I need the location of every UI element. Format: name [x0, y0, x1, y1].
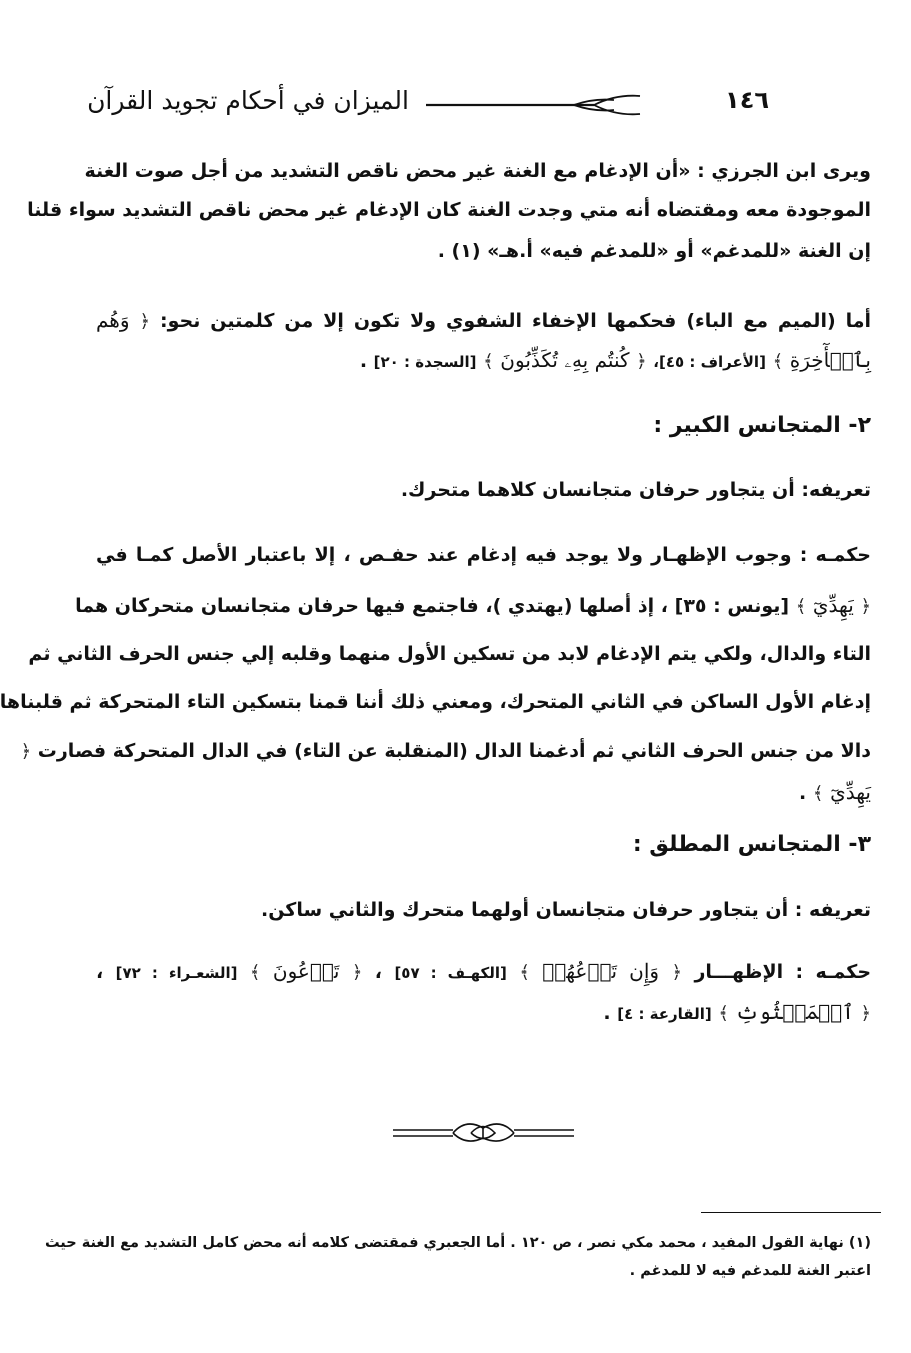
verse-reference: [الأعراف : ٤٥]، — [653, 353, 766, 371]
punctuation: . — [603, 1002, 611, 1024]
verse-reference: [الشعـراء : ٧٢] — [115, 964, 238, 982]
ornate-bracket-close-icon: ﴾ — [795, 596, 807, 617]
ornate-bracket-open-icon: ﴿ — [636, 351, 647, 372]
ornate-bracket-open-icon: ﴿ — [860, 1003, 871, 1024]
ornate-bracket-open-icon: ﴿ — [139, 311, 151, 332]
quran-word: كُنتُم بِهِۦ تُكَذِّبُونَ — [500, 348, 630, 372]
body-text: أما (الميم مع الباء) فحكمها الإخفاء الشفوي ولا تكون إلا من كلمتين نحو: — [160, 310, 871, 332]
ornamental-divider-icon — [391, 1110, 576, 1160]
quran-word: وَإِن تَدۡعُهُمۡ — [542, 959, 660, 983]
punctuation: . — [359, 350, 368, 372]
ornate-bracket-close-icon: ﴾ — [772, 351, 784, 372]
footnote-separator — [701, 1212, 881, 1213]
ornate-bracket-open-icon: ﴿ — [671, 962, 683, 983]
ornate-bracket-open-icon: ﴿ — [860, 596, 871, 617]
paragraph-line: التاء والدال، ولكي يتم الإدغام لابد من تسكين الأول منهما وقلبه إلي جنس الحرف الثاني ثم — [28, 643, 871, 665]
footnote-line: (١) نهاية القول المفيد ، محمد مكي نصر ، ص ١٢٠ . أما الجعبري فمقتضى كلامه أنه محض كامل التشديد مع الغنة حيث — [44, 1235, 871, 1251]
punctuation: ، — [96, 961, 104, 983]
ornate-bracket-open-icon: ﴿ — [351, 962, 363, 983]
section-heading: ٣- المتجانس المطلق : — [632, 832, 871, 857]
verse-reference: [الكهـف : ٥٧] — [394, 964, 507, 982]
header-arrow-rule — [424, 92, 644, 118]
body-text: [يونس : ٣٥] ، إذ أصلها (يهتدي )، فاجتمع فيها حرفان متجانسان متحركان هما — [75, 595, 790, 617]
ruling-label: حكمـه : الإظهـــار — [694, 961, 872, 983]
quran-word: يَهِدِّيٓ — [830, 780, 871, 804]
paragraph-line — [96, 342, 871, 378]
paragraph-line — [96, 302, 871, 338]
verse-reference: [السجدة : ٢٠] — [373, 353, 477, 371]
paragraph-line: إن الغنة «للمدغم» أو «للمدغم فيه» أ.هـ» (١) . — [437, 240, 871, 262]
paragraph-line — [96, 774, 871, 810]
body-text: دالا من جنس الحرف الثاني ثم أدغمنا الدال (المنقلبة عن التاء) في الدال المتحركة فصارت — [37, 740, 871, 762]
paragraph-line: حكمـه : وجوب الإظهـار ولا يوجد فيه إدغام عند حفـص ، إلا باعتبار الأصل كمـا في — [96, 544, 871, 566]
section-heading: ٢- المتجانس الكبير : — [653, 413, 871, 438]
paragraph-line — [96, 994, 871, 1030]
definition-line: تعريفه : أن يتجاور حرفان متجانسان أولهما متحرك والثاني ساكن. — [260, 899, 871, 921]
paragraph-line — [96, 953, 871, 989]
ornate-bracket-close-icon: ﴾ — [812, 783, 824, 804]
ornate-bracket-close-icon: ﴾ — [718, 1003, 729, 1024]
punctuation: ، — [374, 961, 383, 983]
ornate-bracket-open-icon: ﴿ — [20, 741, 32, 762]
quran-word: تَدۡعُونَ — [272, 959, 340, 983]
punctuation: . — [799, 782, 807, 804]
ornate-bracket-close-icon: ﴾ — [483, 351, 494, 372]
verse-reference: [القارعة : ٤] — [617, 1005, 712, 1023]
paragraph-line: ويرى ابن الجرزي : «أن الإدغام مع الغنة غير محض ناقص التشديد من أجل صوت الغنة — [84, 160, 871, 182]
paragraph-line — [75, 587, 871, 623]
running-title: الميزان في أحكام تجويد القرآن — [87, 86, 409, 115]
definition-line: تعريفه: أن يتجاور حرفان متجانسان كلاهما متحرك. — [400, 479, 871, 501]
running-header — [87, 82, 769, 126]
ornate-bracket-close-icon: ﴾ — [249, 962, 261, 983]
page-number: ١٤٦ — [725, 86, 769, 114]
quran-word: وَهُم — [96, 308, 130, 332]
paragraph-line — [20, 733, 871, 769]
quran-word: يَهِدِّيٓ — [812, 593, 854, 617]
paragraph-line: إدغام الأول الساكن في الثاني المتحرك، ومعني ذلك أننا قمنا بتسكين التاء المتحركة ثم قلبناها — [0, 691, 871, 713]
ornate-bracket-close-icon: ﴾ — [519, 962, 530, 983]
paragraph-line: الموجودة معه ومقتضاه أنه متي وجدت الغنة كان الإدغام غير محض ناقص التشديد سواء قلنا — [27, 199, 871, 221]
footnote-line: اعتبر الغنة للمدغم فيه لا للمدغم . — [629, 1263, 871, 1279]
quran-word: بِٱلۡأٓخِرَةِ — [789, 348, 871, 372]
quran-word: ٱلۡمَبۡثُوثِ — [735, 1000, 854, 1024]
